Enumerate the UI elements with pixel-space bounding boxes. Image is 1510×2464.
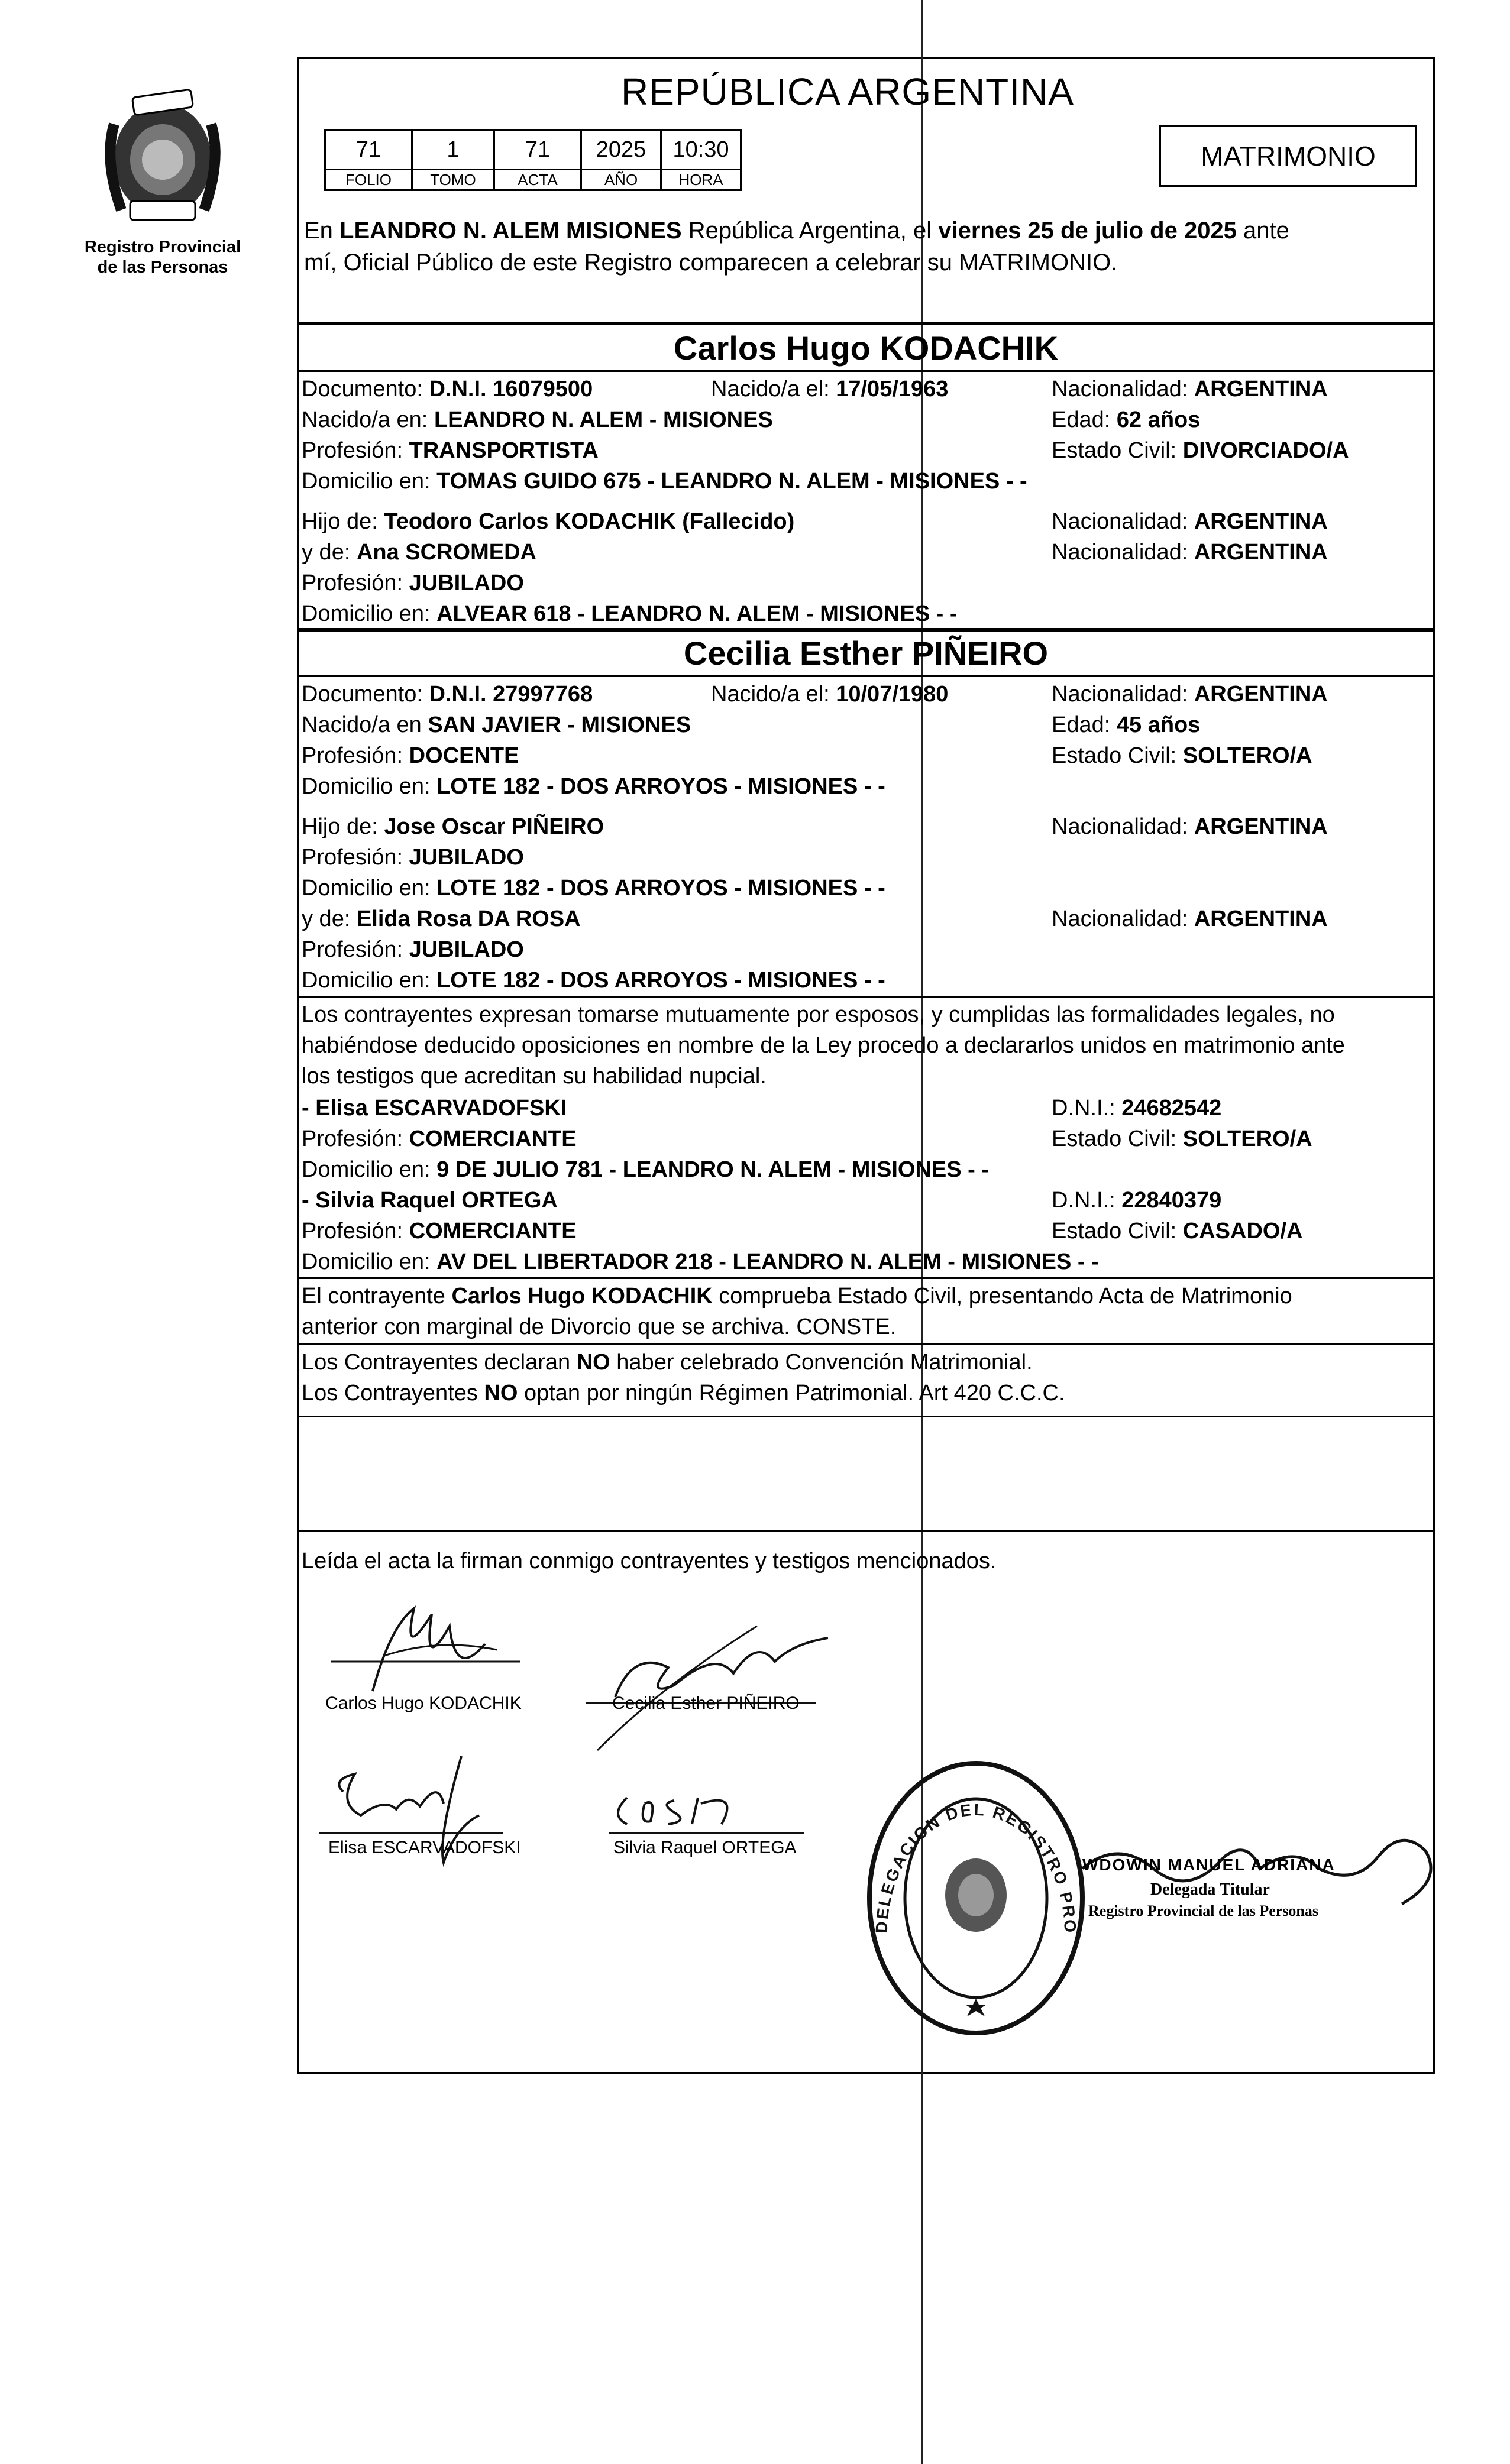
label: Edad: [1052,407,1111,432]
witness-2-dni [1052,1185,1221,1216]
groom-document [302,374,593,404]
value: 45 años [1116,713,1201,737]
bride-nationality [1052,679,1328,710]
value: 10/07/1980 [836,682,949,707]
divider [297,370,1435,372]
value: LEANDRO N. ALEM - MISIONES [434,407,773,432]
bride-age [1052,710,1200,740]
bride-address [302,771,885,802]
label: Nacido/a en [302,713,422,737]
intro-line-2: mí, Oficial Público de este Registro comparecen a celebrar su MATRIMONIO. [304,250,1118,276]
label: y de: [302,906,351,931]
intro-date: viernes 25 de julio de 2025 [938,218,1237,244]
value: JUBILADO [409,571,524,595]
groom-father-nationality [1052,506,1328,537]
text: Los Contrayentes [302,1381,484,1406]
label: Domicilio en: [302,1249,431,1274]
acta-label: ACTA [494,170,581,190]
value: NO [484,1381,518,1406]
value: DIVORCIADO/A [1182,438,1349,463]
value: SAN JAVIER - MISIONES [428,713,691,737]
label: Estado Civil: [1052,1126,1177,1151]
witness-2-profession [302,1216,577,1246]
folio-value: 71 [325,130,412,170]
value: DOCENTE [409,743,519,768]
groom-mother [302,537,536,568]
witness-1-signature-label: Elisa ESCARVADOFSKI [328,1838,521,1857]
label: Profesión: [302,845,403,870]
label: Profesión: [302,571,403,595]
bride-mother-nationality [1052,904,1328,934]
label: Documento: [302,682,423,707]
label: Domicilio en: [302,601,431,626]
label: Domicilio en: [302,876,431,901]
groom-birthdate [711,374,948,404]
value: COMERCIANTE [409,1219,577,1244]
value: CASADO/A [1182,1219,1303,1244]
groom-signature-icon [319,1591,544,1703]
value: TOMAS GUIDO 675 - LEANDRO N. ALEM - MISIONES - - [436,469,1027,494]
value: TRANSPORTISTA [409,438,599,463]
text: El contrayente [302,1284,452,1309]
witness-1-name [302,1093,567,1123]
label: Nacionalidad: [1052,814,1188,839]
registry-stamp-icon [855,1741,1088,2040]
value: 24682542 [1121,1096,1222,1121]
text: Los Contrayentes declaran [302,1350,577,1375]
registry-name [77,237,248,277]
label: y de: [302,540,351,565]
divider [297,322,1435,325]
value: AV DEL LIBERTADOR 218 - LEANDRO N. ALEM - MISIONES - - [436,1249,1099,1274]
label: Domicilio en: [302,774,431,799]
label: Nacionalidad: [1052,509,1188,534]
label: Nacionalidad: [1052,377,1188,402]
divider [297,675,1435,677]
label: Nacionalidad: [1052,906,1188,931]
value: LOTE 182 - DOS ARROYOS - MISIONES - - [436,968,885,993]
groom-father [302,506,794,537]
value: Carlos Hugo KODACHIK [451,1284,713,1309]
witness-2-address [302,1246,1099,1277]
groom-nationality [1052,374,1328,404]
label: Documento: [302,377,423,402]
bride-birthdate [711,679,948,710]
divider [297,996,1435,998]
bride-signature-icon [580,1614,864,1733]
declaration-line-2: habiéndose deducido oposiciones en nombre de la Ley procedo a declararlos unidos en matrimonio ante [302,1033,1345,1058]
value: ALVEAR 618 - LEANDRO N. ALEM - MISIONES - - [436,601,958,626]
value: ARGENTINA [1194,682,1328,707]
label: Domicilio en: [302,469,431,494]
convention-line-2 [302,1378,1065,1409]
bride-mother-address [302,965,885,996]
value: Teodoro Carlos KODACHIK (Fallecido) [384,509,795,534]
bride-profession [302,740,519,771]
bride-civil-status [1052,740,1312,771]
witness-2-civil-status [1052,1216,1302,1246]
groom-parents-profession [302,568,524,598]
registry-logo [77,83,248,290]
text: comprueba Estado Civil, presentando Acta de Matrimonio [712,1284,1292,1309]
tomo-value: 1 [412,130,494,170]
registry-line-2: de las Personas [97,258,228,277]
intro-middle: República Argentina, el [681,218,939,244]
label: Estado Civil: [1052,743,1177,768]
value: ARGENTINA [1194,814,1328,839]
value: Elida Rosa DA ROSA [356,906,581,931]
official-name: WDOWIN MANUEL ADRIANA [1082,1856,1336,1874]
groom-civil-status [1052,435,1349,466]
official-title: Delegada Titular [1150,1880,1270,1899]
witness-1-profession [302,1123,577,1154]
label: Estado Civil: [1052,438,1177,463]
intro-line-1 [304,215,1289,246]
bride-name-heading: Cecilia Esther PIÑEIRO [683,634,1049,672]
label: D.N.I.: [1052,1096,1115,1121]
tomo-label: TOMO [412,170,494,190]
stamp-text-path: DELEGACION DEL REGISTRO PROVINCIAL DE LAS PERSONAS L. N. ALEM [855,1741,1080,1935]
closing-statement: Leída el acta la firman conmigo contrayentes y testigos mencionados. [302,1549,997,1573]
label: Hijo de: [302,509,378,534]
declaration-line-1: Los contrayentes expresan tomarse mutuamente por esposos, y cumplidas las formalidades legales, no [302,1002,1335,1027]
value: ARGENTINA [1194,377,1328,402]
country-title: REPÚBLICA ARGENTINA [621,70,1074,113]
value: - Silvia Raquel ORTEGA [302,1188,558,1213]
label: Nacido/a el: [711,682,830,707]
value: COMERCIANTE [409,1126,577,1151]
act-type-box: MATRIMONIO [1159,125,1417,187]
declaration-line-3: los testigos que acreditan su habilidad nupcial. [302,1064,767,1089]
witness-1-dni [1052,1093,1221,1123]
folio-label: FOLIO [325,170,412,190]
hour-label: HORA [661,170,741,190]
value: Ana SCROMEDA [356,540,536,565]
bride-signature-label: Cecilia Esther PIÑEIRO [612,1694,800,1713]
bride-mother-profession [302,934,524,965]
value: ARGENTINA [1194,540,1328,565]
prior-marriage-note-line-1 [302,1281,1292,1312]
label: Nacido/a el: [711,377,830,402]
acta-value: 71 [494,130,581,170]
label: Edad: [1052,713,1111,737]
groom-mother-nationality [1052,537,1328,568]
prior-marriage-note-line-2: anterior con marginal de Divorcio que se archiva. CONSTE. [302,1314,897,1339]
value: ARGENTINA [1194,906,1328,931]
value: LOTE 182 - DOS ARROYOS - MISIONES - - [436,774,885,799]
registry-line-1: Registro Provincial [84,238,241,257]
label: Hijo de: [302,814,378,839]
label: Profesión: [302,937,403,962]
label: Domicilio en: [302,1157,431,1182]
label: Nacido/a en: [302,407,428,432]
value: Jose Oscar PIÑEIRO [384,814,604,839]
value: SOLTERO/A [1182,1126,1312,1151]
divider [297,1277,1435,1279]
bride-mother [302,904,581,934]
divider [297,1343,1435,1345]
value: D.N.I. 16079500 [429,377,593,402]
witness-1-civil-status [1052,1123,1312,1154]
value: JUBILADO [409,937,524,962]
bride-document [302,679,593,710]
act-codes-table [324,129,742,191]
province-seal-icon [92,83,234,231]
value: D.N.I. 27997768 [429,682,593,707]
value: JUBILADO [409,845,524,870]
groom-parents-address [302,598,957,629]
groom-signature-label: Carlos Hugo KODACHIK [325,1694,522,1713]
year-label: AÑO [581,170,661,190]
groom-address [302,466,1027,497]
value: SOLTERO/A [1182,743,1312,768]
text: haber celebrado Convención Matrimonial. [610,1350,1033,1375]
intro-prefix: En [304,218,340,244]
value: NO [576,1350,610,1375]
label: Domicilio en: [302,968,431,993]
convention-line-1 [302,1347,1033,1378]
value: ARGENTINA [1194,509,1328,534]
groom-name-heading: Carlos Hugo KODACHIK [673,329,1059,367]
text: optan por ningún Régimen Patrimonial. Art 420 C.C.C. [518,1381,1065,1406]
label: Estado Civil: [1052,1219,1177,1244]
value: LOTE 182 - DOS ARROYOS - MISIONES - - [436,876,885,901]
label: Profesión: [302,1219,403,1244]
value: 9 DE JULIO 781 - LEANDRO N. ALEM - MISIONES - - [436,1157,990,1182]
label: Profesión: [302,743,403,768]
groom-age [1052,404,1200,435]
bride-birthplace [302,710,691,740]
bride-father-address [302,873,885,904]
divider [297,1416,1435,1417]
label: D.N.I.: [1052,1188,1115,1213]
bride-father-nationality [1052,811,1328,842]
intro-place: LEANDRO N. ALEM MISIONES [339,218,682,244]
value: 17/05/1963 [836,377,949,402]
official-organization: Registro Provincial de las Personas [1088,1902,1319,1919]
divider [297,628,1435,632]
label: Profesión: [302,438,403,463]
witness-1-address [302,1154,989,1185]
value: - Elisa ESCARVADOFSKI [302,1096,567,1121]
groom-birthplace [302,404,773,435]
label: Nacionalidad: [1052,540,1188,565]
label: Profesión: [302,1126,403,1151]
value: 22840379 [1121,1188,1222,1213]
label: Nacionalidad: [1052,682,1188,707]
bride-father-profession [302,842,524,873]
bride-father [302,811,604,842]
year-value: 2025 [581,130,661,170]
witness-2-name [302,1185,558,1216]
groom-profession [302,435,599,466]
intro-suffix: ante [1236,218,1289,244]
witness-2-signature-label: Silvia Raquel ORTEGA [613,1838,797,1857]
value: 62 años [1116,407,1201,432]
divider [297,1530,1435,1532]
hour-value: 10:30 [661,130,741,170]
